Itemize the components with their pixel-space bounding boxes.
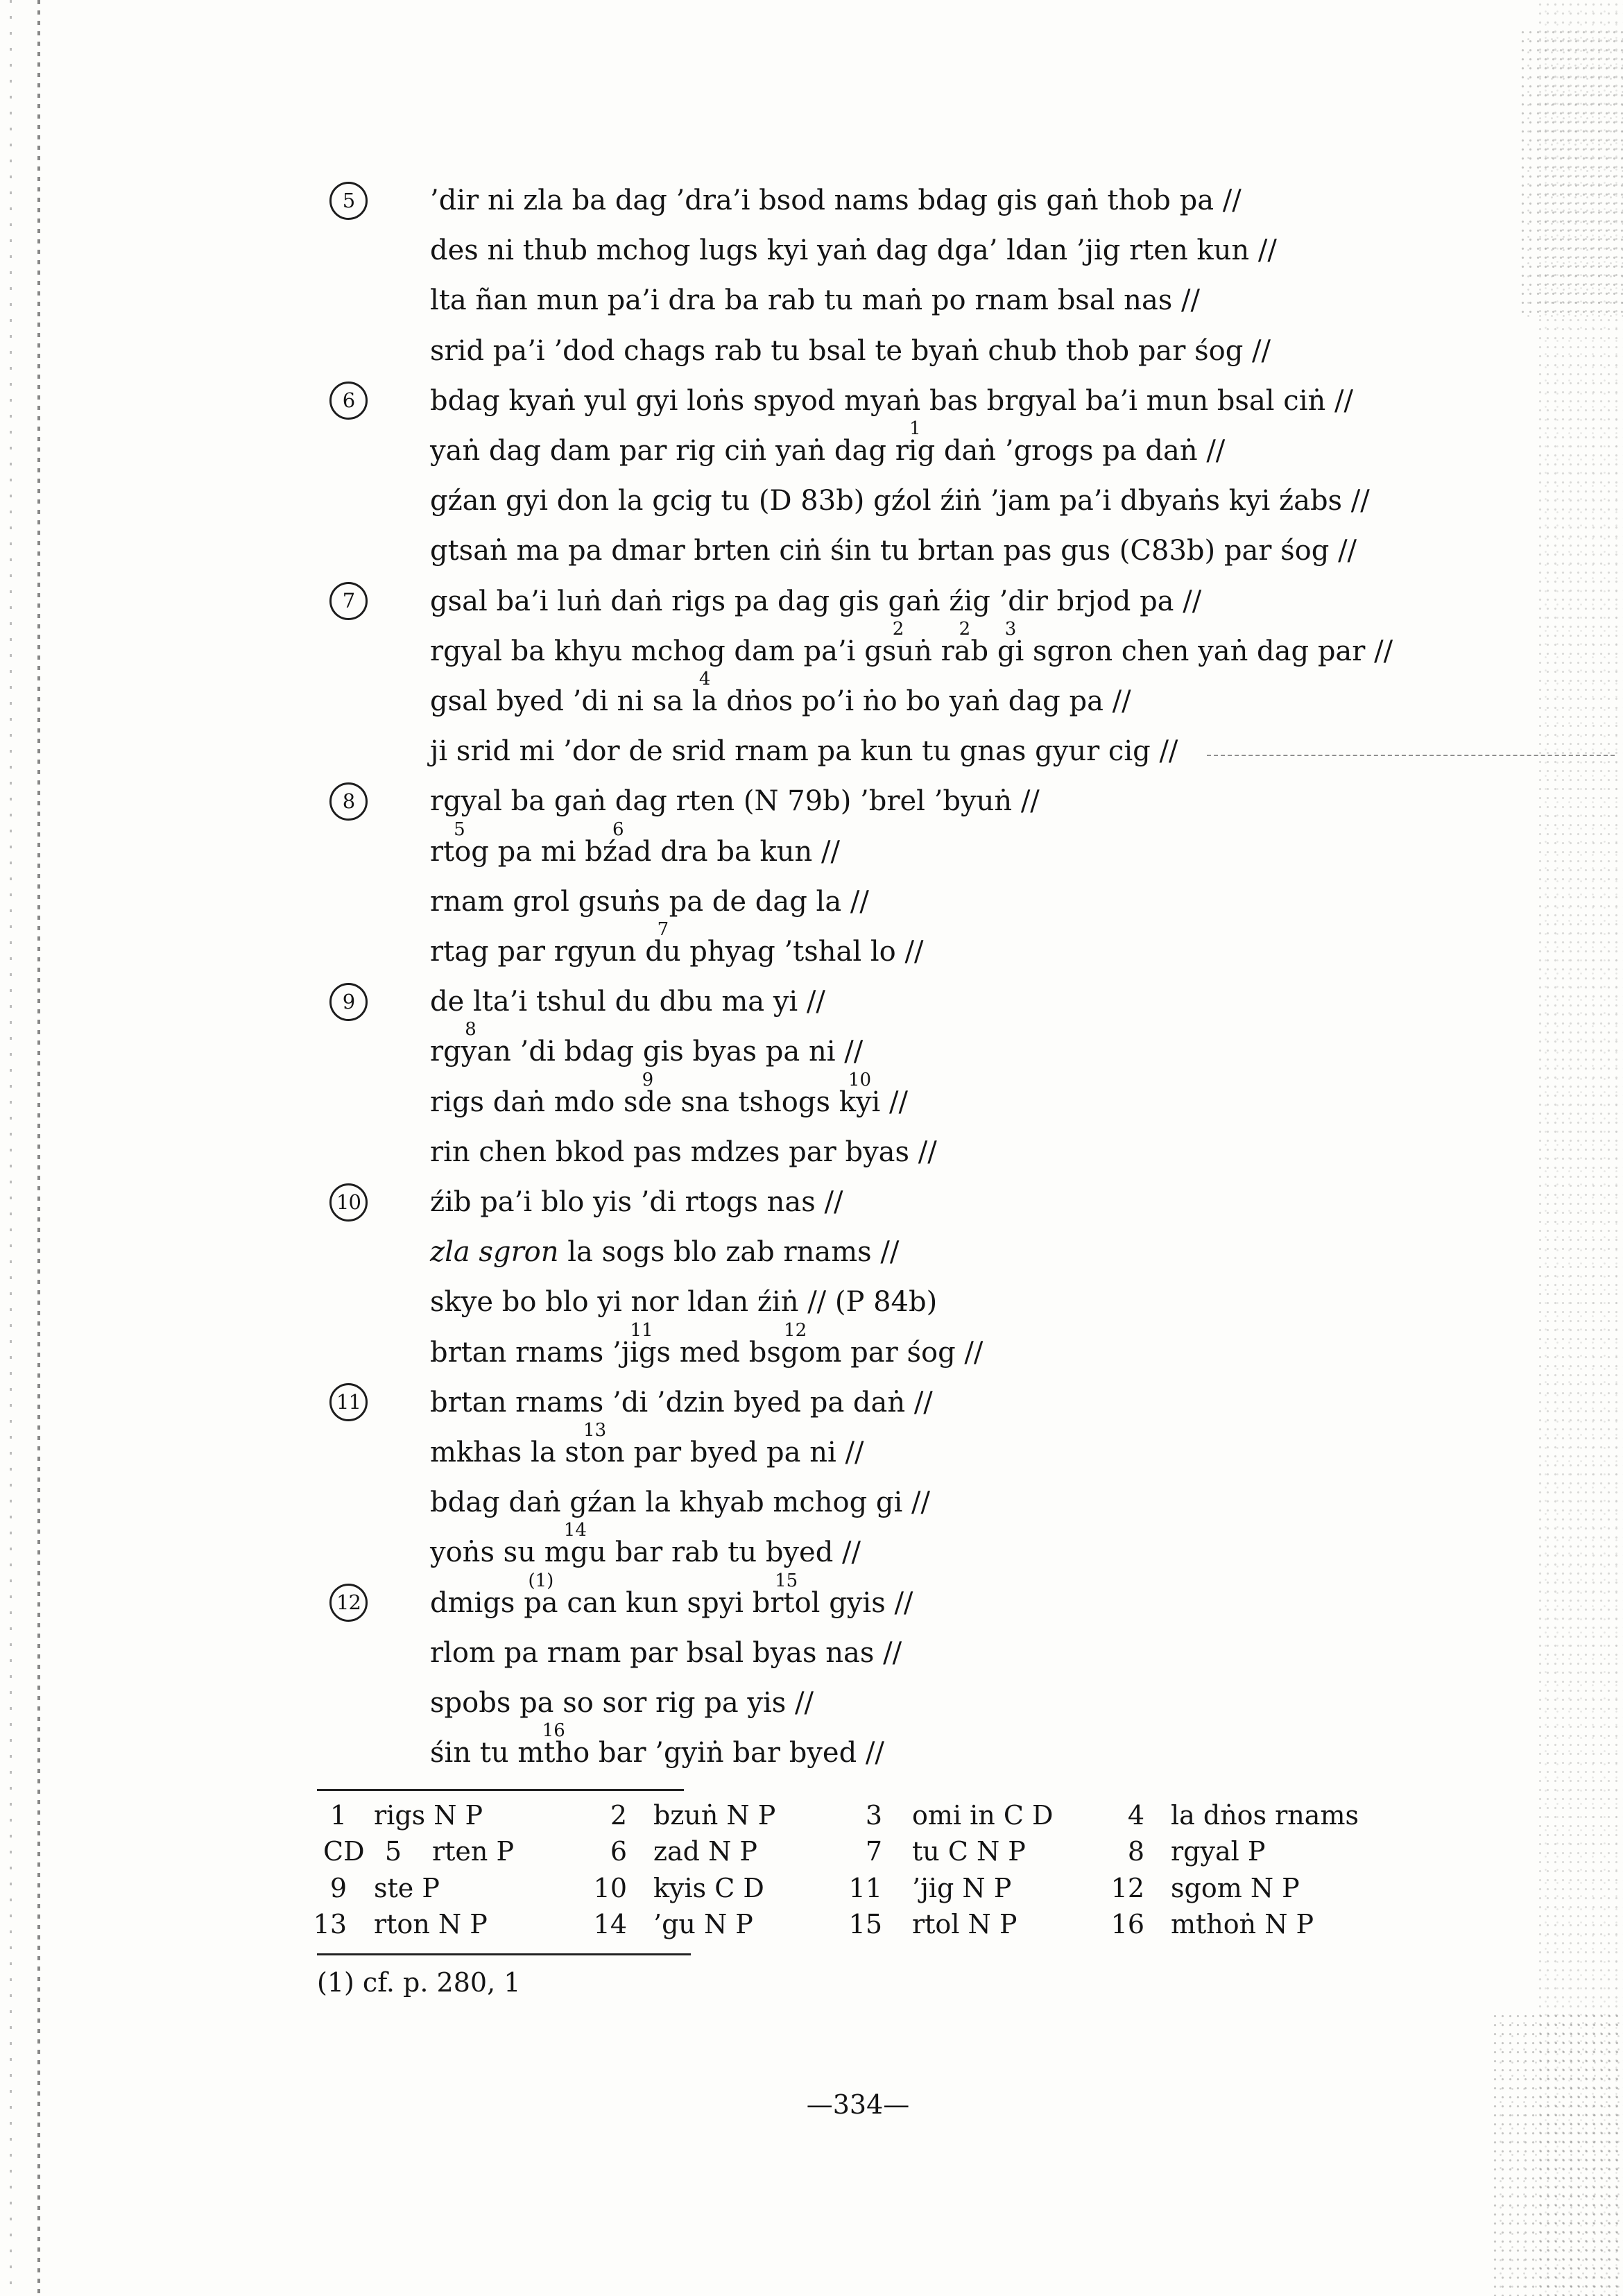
variant-number: 5 (384, 1836, 402, 1867)
variant-entry (1089, 1833, 1265, 1869)
verse-line (430, 819, 840, 877)
annotated-word (524, 1570, 558, 1619)
variant-entry (1089, 1797, 1359, 1833)
variant-number: 6 (610, 1836, 627, 1867)
verse-number: 6 (329, 382, 368, 420)
verse-number: 11 (329, 1383, 368, 1421)
footnote-marker: 1 (909, 418, 921, 439)
variant-reading: rton N P (374, 1909, 488, 1939)
annotated-word-text: mgu (544, 1536, 606, 1568)
annotated-word-text: du (645, 936, 681, 968)
variant-number: 3 (865, 1800, 882, 1831)
verse-line (430, 576, 1201, 626)
scan-speckle (1536, 0, 1623, 2296)
variant-entry (572, 1906, 753, 1942)
verse-line (430, 1678, 814, 1728)
annotated-word (941, 619, 989, 667)
apparatus-rule (317, 1789, 684, 1791)
verse-line (430, 1628, 902, 1678)
variant-number: 7 (865, 1836, 882, 1867)
text-run: yaṅ dag dam par rig ciṅ yaṅ dag (430, 435, 895, 467)
variant-entry (572, 1797, 775, 1833)
footnote-marker: 12 (784, 1320, 807, 1341)
text-run: phyag ’tshal lo // (680, 936, 924, 968)
annotated-word-text: ston (565, 1437, 625, 1468)
verse-line (430, 1070, 909, 1127)
text-run: skye bo blo yi nor ldan źiṅ // (P 84b) (430, 1286, 938, 1318)
text-run (932, 635, 941, 667)
scan-speckle (1519, 28, 1623, 319)
footnote-marker: 10 (848, 1070, 872, 1090)
variant-reading: kyis C D (653, 1873, 764, 1903)
page-number: —334— (806, 2089, 910, 2120)
variant-reading: rigs N P (374, 1800, 483, 1831)
footnote-marker: 4 (698, 669, 711, 689)
text-run: brtan rnams (430, 1337, 613, 1369)
text-run: gtsaṅ ma pa dmar brten ciṅ śin tu brtan pas gus (C83b) par śog // (430, 535, 1357, 567)
verse-number: 12 (329, 1584, 368, 1622)
annotated-word (544, 1520, 606, 1568)
annotated-word-text: mtho (517, 1737, 590, 1769)
text-run: yoṅs su (430, 1536, 544, 1568)
text-run: ’dir ni zla ba dag ’dra’i bsod nams bdag gis gaṅ thob pa // (430, 185, 1242, 216)
verse-number: 8 (329, 782, 368, 821)
text-run: srid pa’i ’dod chags rab tu bsal te byaṅ chub thob par śog // (430, 335, 1271, 367)
variant-entry (346, 1833, 514, 1869)
text-run: śin tu (430, 1737, 518, 1769)
annotated-word (585, 819, 652, 868)
text-run: daṅ ’grogs pa daṅ // (935, 435, 1226, 467)
footnote-marker: (1) (528, 1570, 554, 1591)
annotated-word (645, 919, 681, 968)
variant-reading: bzuṅ N P (653, 1800, 776, 1831)
text-run: dmigs (430, 1587, 524, 1619)
text-run: des ni thub mchog lugs kyi yaṅ dag dga’ ldan ’jig rten kun // (430, 234, 1277, 266)
text-run: par śog // (841, 1337, 984, 1369)
scan-speckle (1491, 2012, 1623, 2296)
text-run: bar ’gyiṅ bar byed // (590, 1737, 884, 1769)
annotated-word (430, 1019, 511, 1068)
text-run: par byed pa ni // (624, 1437, 864, 1468)
text-run: rlom pa rnam par bsal byas nas // (430, 1637, 902, 1669)
variant-number: 2 (610, 1800, 627, 1831)
verse-line (430, 225, 1277, 275)
verse-number: 9 (329, 983, 368, 1021)
footnote-marker: 2 (892, 619, 904, 640)
variant-entry (572, 1870, 764, 1906)
text-run: gyis // (820, 1587, 913, 1619)
text-run: rtag par rgyun (430, 936, 646, 968)
footnote-marker: 14 (563, 1520, 587, 1541)
annotated-word-text: sde (624, 1086, 672, 1118)
text-run: can kun spyi (558, 1587, 753, 1619)
footnote-marker: 2 (959, 619, 971, 640)
text-run (988, 635, 997, 667)
verse-line (430, 275, 1200, 325)
footnote-marker: 11 (630, 1320, 653, 1341)
variant-number: 8 (1127, 1836, 1144, 1867)
variant-reading: sgom N P (1171, 1873, 1300, 1903)
verse-line (430, 619, 1393, 676)
annotated-word (565, 1420, 625, 1468)
variant-number: 1 (329, 1800, 347, 1831)
variant-reading: mthoṅ N P (1171, 1909, 1314, 1939)
variant-number: 10 (593, 1873, 627, 1903)
variant-reading: tu C N P (912, 1836, 1026, 1867)
text-run: dra ba kun // (651, 836, 840, 868)
verse-line (430, 877, 869, 927)
annotated-word (864, 619, 932, 667)
verse-number: 10 (329, 1183, 368, 1222)
footnote-marker: 15 (775, 1570, 798, 1591)
text-run: rigs daṅ mdo (430, 1086, 624, 1118)
variant-entry (572, 1833, 757, 1869)
variant-reading-continued: CD (323, 1836, 365, 1867)
text-run: spobs pa so sor rig pa yis // (430, 1687, 814, 1719)
variant-reading: rten P (432, 1836, 515, 1867)
text-run: ji srid mi ’dor de srid rnam pa kun tu gnas gyur cig // (430, 735, 1178, 767)
verse-line (430, 376, 1353, 426)
text-run: bdag kyaṅ yul gyi loṅs spyod myaṅ bas brgyal ba’i mun bsal ciṅ // (430, 385, 1353, 417)
text-run: sgron chen yaṅ dag par // (1024, 635, 1393, 667)
verse-line (430, 1720, 884, 1778)
annotated-word (839, 1070, 881, 1118)
variant-reading: zad N P (653, 1836, 757, 1867)
scan-edge-artifact (37, 0, 40, 2296)
variant-entry (1089, 1870, 1300, 1906)
variant-reading: ste P (374, 1873, 440, 1903)
annotated-word-text: rgyan (430, 1036, 511, 1068)
text-run: źib pa’i blo yis ’di rtogs nas // (430, 1186, 843, 1218)
variant-entry (827, 1870, 1011, 1906)
text-run: rnam grol gsuṅs pa de dag la // (430, 886, 869, 918)
verse-line (430, 1177, 843, 1227)
annotated-word (612, 1320, 671, 1369)
variant-entry (827, 1906, 1017, 1942)
verse-line (430, 1127, 937, 1177)
text-run: mkhas la (430, 1437, 565, 1468)
variant-number: 15 (848, 1909, 882, 1939)
text-run: de lta’i tshul du dbu ma yi // (430, 986, 825, 1018)
annotated-word (692, 669, 718, 717)
variant-reading: ’gu N P (653, 1909, 753, 1939)
variant-reading: ’jig N P (912, 1873, 1012, 1903)
italic-text-run: zla sgron (430, 1236, 559, 1268)
annotated-word-text: bsgom (748, 1337, 842, 1369)
verse-line (430, 326, 1271, 376)
verse-line (430, 175, 1242, 225)
text-run: dṅos po’i ṅo bo yaṅ dag pa // (717, 685, 1131, 717)
variant-number: 11 (848, 1873, 882, 1903)
footnote-marker: 9 (642, 1070, 654, 1090)
scan-dashed-artifact (1207, 755, 1615, 756)
variant-number: 12 (1110, 1873, 1144, 1903)
verse-line (430, 1277, 937, 1327)
verse-line (430, 1378, 933, 1428)
notes-rule (317, 1953, 691, 1955)
text-run: bar rab tu byed // (606, 1536, 861, 1568)
text-run: pa mi (488, 836, 585, 868)
verse-line (430, 1477, 930, 1527)
footnote-marker: 8 (465, 1019, 476, 1040)
variant-number: 14 (593, 1909, 627, 1939)
footnote-marker: 13 (583, 1420, 607, 1441)
variant-entry (827, 1833, 1026, 1869)
verse-number: 5 (329, 182, 368, 220)
variant-number: 9 (329, 1873, 347, 1903)
text-run: la sogs blo zab rnams // (558, 1236, 900, 1268)
verse-line (430, 418, 1226, 476)
variant-number: 13 (313, 1909, 347, 1939)
annotated-word (895, 418, 936, 467)
variant-reading: omi in C D (912, 1800, 1054, 1831)
text-run: rgyal ba gaṅ dag rten (N 79b) ’brel ’byuṅ // (430, 785, 1040, 817)
text-run: lta ñan mun pa’i dra ba rab tu maṅ po rnam bsal nas // (430, 284, 1200, 316)
footnote: (1) cf. p. 280, 1 (317, 1967, 521, 1998)
verse-number: 7 (329, 582, 368, 620)
annotated-word-text: pa (524, 1587, 558, 1619)
variant-entry (1089, 1906, 1314, 1942)
annotated-word-text: kyi (839, 1086, 881, 1118)
footnote-marker: 7 (657, 919, 669, 940)
annotated-word (748, 1320, 842, 1369)
variant-entry (291, 1870, 440, 1906)
variant-entry (291, 1797, 483, 1833)
annotated-word-text: rab (941, 635, 989, 667)
footnote-marker: 3 (1004, 619, 1017, 640)
text-run: gźan gyi don la gcig tu (D 83b) gźol źiṅ ’jam pa’i dbyaṅs kyi źabs // (430, 485, 1370, 517)
annotated-word (752, 1570, 821, 1619)
footnote-marker: 5 (454, 819, 465, 840)
verse-line (430, 1420, 864, 1477)
annotated-word-text: brtol (752, 1587, 821, 1619)
verse-line (430, 1320, 984, 1378)
variant-entry (291, 1906, 488, 1942)
variant-reading: la dṅos rnams (1171, 1800, 1359, 1831)
variant-reading: rgyal P (1171, 1836, 1266, 1867)
annotated-word (517, 1720, 590, 1769)
variant-number: 4 (1127, 1800, 1144, 1831)
footnote-marker: 16 (542, 1720, 565, 1741)
text-run: // (880, 1086, 909, 1118)
text-run: gsal byed ’di ni sa (430, 685, 692, 717)
footnote-marker: 6 (612, 819, 624, 840)
annotated-word (997, 619, 1024, 667)
verse-line (430, 919, 924, 977)
text-run: brtan rnams ’di ’dzin byed pa daṅ // (430, 1387, 933, 1419)
verse-line (430, 776, 1040, 826)
annotated-word (430, 819, 489, 868)
annotated-word-text: ’jigs (612, 1337, 671, 1369)
annotated-word-text: rtog (430, 836, 489, 868)
annotated-word-text: gi (997, 635, 1024, 667)
annotated-word-text: rig (895, 435, 936, 467)
verse-line (430, 669, 1131, 726)
annotated-word-text: bźad (585, 836, 652, 868)
verse-line (430, 1227, 899, 1277)
text-run: rin chen bkod pas mdzes par byas // (430, 1136, 937, 1168)
text-run: rgyal ba khyu mchog dam pa’i (430, 635, 865, 667)
verse-line (430, 476, 1370, 526)
variant-number: 16 (1110, 1909, 1144, 1939)
verse-line (430, 726, 1178, 776)
verse-line (430, 977, 825, 1027)
annotated-word (624, 1070, 672, 1118)
annotated-word-text: la (692, 685, 718, 717)
variant-reading: rtol N P (912, 1909, 1017, 1939)
text-run: sna tshogs (671, 1086, 839, 1118)
text-run: ’di bdag gis byas pa ni // (510, 1036, 864, 1068)
text-run: bdag daṅ gźan la khyab mchog gi // (430, 1487, 930, 1518)
text-run: gsal ba’i luṅ daṅ rigs pa dag gis gaṅ źig ’dir brjod pa // (430, 585, 1202, 617)
annotated-word-text: gsuṅ (864, 635, 932, 667)
scan-edge-artifact (10, 0, 12, 2296)
verse-line (430, 1570, 913, 1628)
text-run: med (671, 1337, 749, 1369)
variant-entry (827, 1797, 1053, 1833)
verse-line (430, 526, 1357, 576)
